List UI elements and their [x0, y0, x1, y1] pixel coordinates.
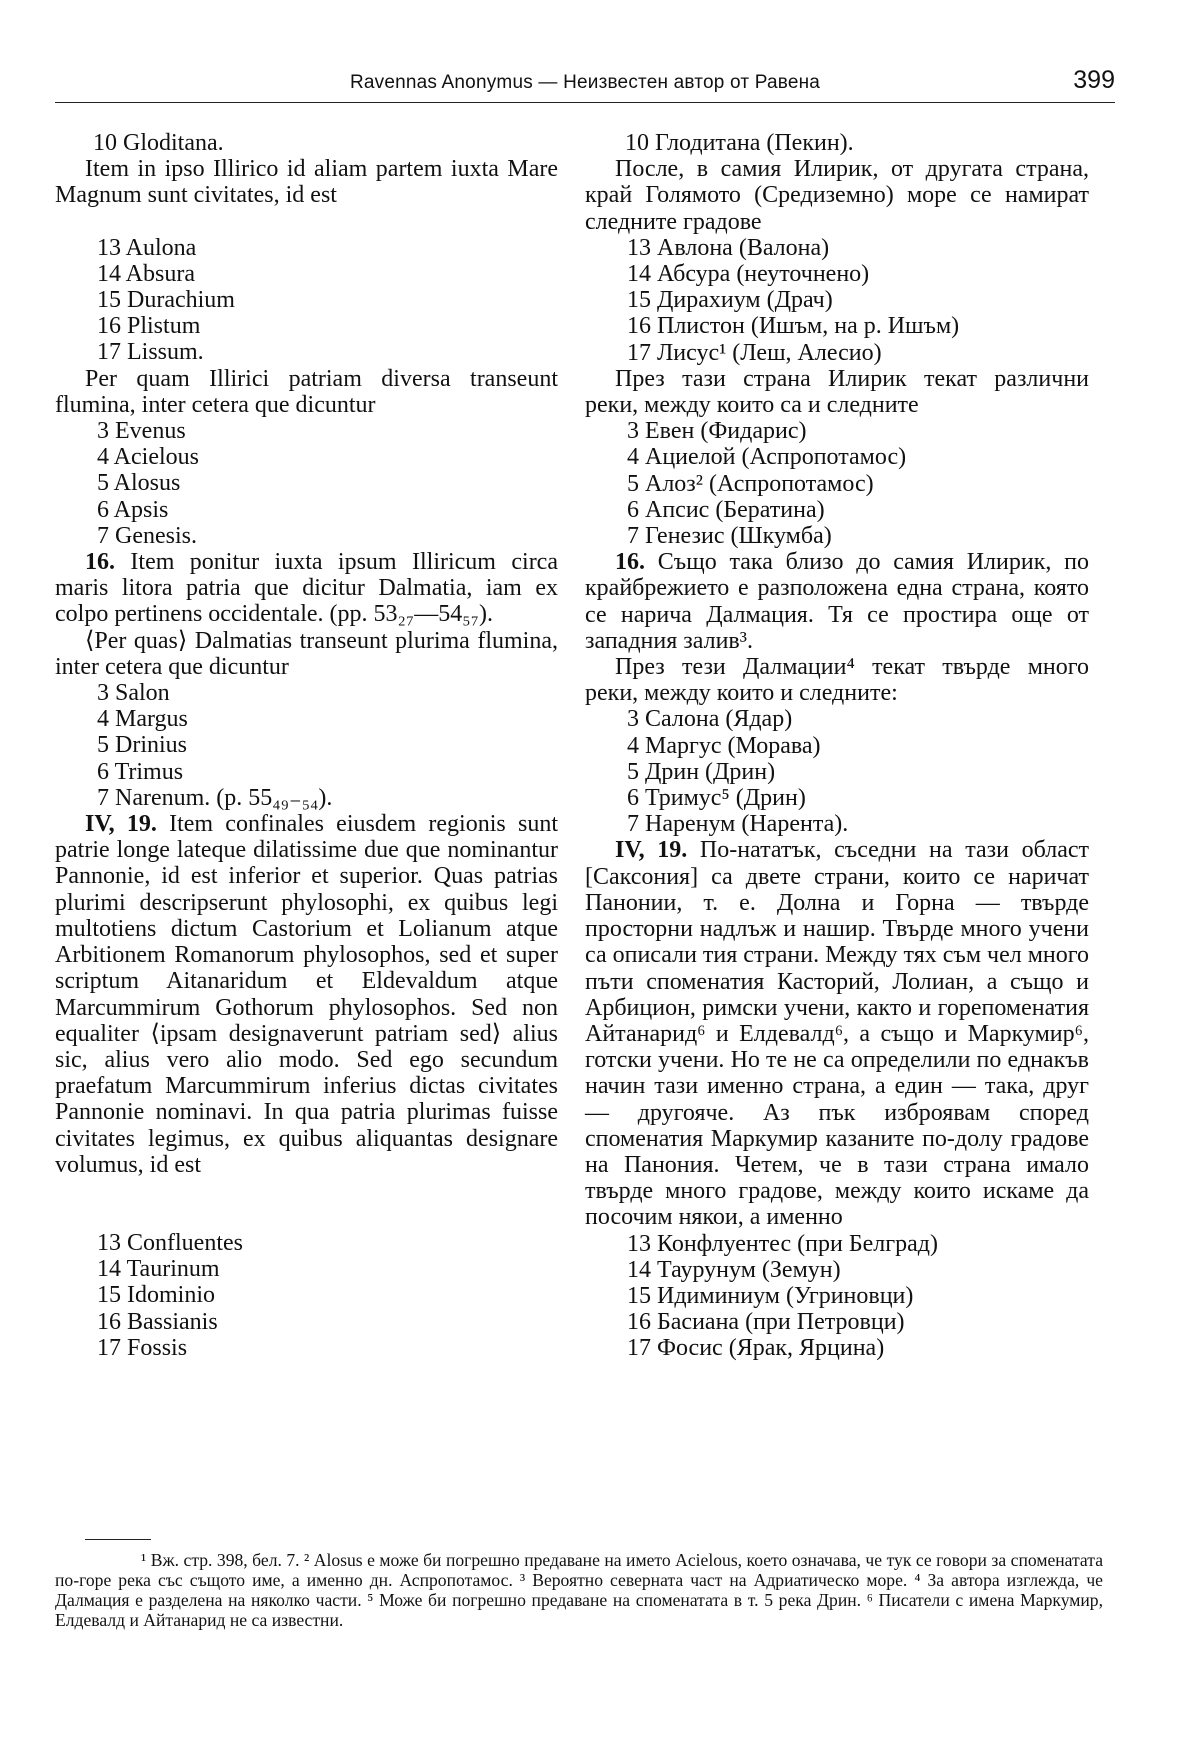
- city-list: [55, 1230, 558, 1361]
- city-list: [585, 235, 1089, 366]
- list-item: 7 Genesis.: [97, 522, 197, 549]
- list-item: 7 Narenum. (p. 55₄₉₋₅₄).: [97, 784, 333, 811]
- list-item: 7 Генезис (Шкумба): [627, 523, 832, 550]
- list-item: 14 Taurinum: [97, 1256, 220, 1283]
- paragraph: [55, 549, 558, 628]
- list-item: 17 Fossis: [97, 1334, 188, 1361]
- paragraph-text: По-нататък, съседни на тази област [Саксония] са двете страни, които се наричат Панонии, т. е. Долна и Горна — твърде просторни надлъж и нашир. Твърде много учени са описали тия страни. Между тях съм чел много пъти споменатия Касторий, Лолиан, а също и Арбицион, римски учени, както и горепоменатия Айтанарид⁶ и Елдевалд⁶, а също и Маркумир⁶, готски учени. Но те не са определили по еднакъв начин тази именно страна, а един — така, друг — другояче. Аз пък изброявам според споменатия Маркумир казаните по-долу градове на Панония. Четем, че в тази страна имало твърде много градове, между които искаме да посочим някои, а именно: [585, 837, 1090, 1231]
- list-item: 5 Drinius: [97, 732, 187, 759]
- river-list: [55, 418, 558, 549]
- paragraph-text: Item ponitur iuxta ipsum Illiricum circa maris litora patria que dicitur Dalmatia, iam ex colpo pertinens occidentale. (pp. 53₂₇—54₅₇).: [55, 549, 558, 628]
- list-item: 6 Апсис (Бератина): [627, 496, 825, 523]
- header-rule: [55, 102, 1115, 103]
- list-item: 3 Salon: [97, 680, 170, 707]
- list-item: 6 Тримус⁵ (Дрин): [627, 785, 806, 812]
- section-number: IV, 19.: [85, 811, 157, 838]
- list-item: 13 Конфлуентес (при Белград): [627, 1230, 938, 1257]
- footnotes: [55, 1539, 1103, 1630]
- list-item: 16 Плистон (Ишъм, на р. Ишъм): [627, 313, 960, 340]
- paragraph-text: Item confinales eiusdem regionis sunt patrie longe lateque dilatissime due que nominantur Pannonie, id est inferior et superior. Quas patrias plurimi descripserunt phylosophi, ex quibus legi multotiens dictum Castorium et Lolianum atque Arbitionem Romanorum phylosophos, sed et super scriptum Aitanaridum et Eldevaldum atque Marcummirum Gothorum phylosophos. Sed non equaliter ⟨ipsam designaverunt patriam sed⟩ alius sic, alius vero alio modo. Sed ego secundum praefatum Marcummirum inferius dictas civitates Pannonie nominavi. In qua patria plurimas fuisse civitates legimus, ex quibus aliquantas designare volumus, id est: [55, 811, 558, 1178]
- paragraph: [585, 837, 1089, 1230]
- section-number: 16.: [615, 549, 645, 576]
- list-item: 15 Идиминиум (Угриновци): [627, 1282, 914, 1309]
- paragraph: Per quam Illirici patriam diversa transeunt flumina, inter cetera que dicuntur: [55, 365, 558, 418]
- list-item: 6 Trimus: [97, 758, 184, 785]
- spacer: [55, 209, 558, 235]
- list-item: 4 Ациелой (Аспропотамос): [627, 444, 907, 471]
- list-item: 14 Абсура (неуточнено): [627, 261, 870, 288]
- paragraph: ⟨Per quas⟩ Dalmatias transeunt plurima flumina, inter cetera que dicuntur: [55, 627, 558, 680]
- list-item: 13 Авлона (Валона): [627, 234, 830, 261]
- list-item: 16 Bassianis: [97, 1308, 218, 1335]
- list-item: 17 Лисус¹ (Леш, Алесио): [627, 339, 882, 366]
- list-item: 4 Маргус (Морава): [627, 732, 821, 759]
- spacer: [55, 1178, 558, 1230]
- list-item: 17 Lissum.: [97, 339, 204, 366]
- river-list: [585, 706, 1089, 837]
- list-item: 13 Aulona: [97, 234, 197, 261]
- river-list: [55, 680, 558, 811]
- city-list: [585, 1231, 1089, 1362]
- river-list: [585, 418, 1089, 549]
- list-item: 16 Plistum: [97, 313, 201, 340]
- running-title: Ravennas Anonymus — Неизвестен автор от Равена: [349, 72, 821, 93]
- city-list: [55, 235, 558, 366]
- paragraph: [585, 549, 1089, 654]
- paragraph: После, в самия Илирик, от другата страна, край Голямото (Средиземно) море се намират следните градове: [585, 156, 1089, 235]
- list-item: 14 Absura: [97, 260, 195, 287]
- list-item: 4 Margus: [97, 706, 188, 733]
- paragraph-text: Също така близо до самия Илирик, по крайбрежието е разположена една страна, която се нарича Далмация. Тя се простира още от западния залив³.: [585, 549, 1089, 654]
- running-header: [55, 66, 1115, 102]
- list-item: 15 Дирахиум (Драч): [627, 287, 833, 314]
- list-item: 10 Gloditana.: [93, 130, 224, 156]
- list-item: 4 Acielous: [97, 444, 199, 471]
- footnote-rule: [85, 1539, 151, 1540]
- section-number: IV, 19.: [615, 837, 688, 864]
- list-item: 16 Басиана (при Петровци): [627, 1309, 905, 1336]
- list-item: 13 Confluentes: [97, 1229, 243, 1256]
- list-item: 3 Салона (Ядар): [627, 706, 793, 733]
- section-number: 16.: [85, 549, 115, 576]
- list-item: 17 Фосис (Ярак, Ярцина): [627, 1335, 885, 1362]
- paragraph: [55, 811, 558, 1178]
- list-item: 15 Idominio: [97, 1282, 215, 1309]
- page-number: 399: [1073, 66, 1115, 94]
- list-item: 5 Alosus: [97, 470, 181, 497]
- list-item: 5 Алоз² (Аспропотамос): [627, 470, 874, 497]
- paragraph: Item in ipso Illirico id aliam partem iuxta Mare Magnum sunt civitates, id est: [55, 156, 558, 209]
- list-item: 10 Глодитана (Пекин).: [625, 130, 854, 156]
- list-item: 15 Durachium: [97, 287, 235, 314]
- bulgarian-column: [585, 130, 1089, 1362]
- paragraph: През тези Далмации⁴ текат твърде много реки, между които и следните:: [585, 654, 1089, 707]
- list-item: 3 Evenus: [97, 418, 186, 445]
- list-item: 14 Таурунум (Земун): [627, 1256, 841, 1283]
- footnote-text: ¹ Вж. стр. 398, бел. 7. ² Alosus е може би погрешно предаване на името Acielous, което означава, че тук се говори за споменатата по-горе река със същото име, а именно дн. Аспропотамос. ³ Вероятно северната част на Адриатическо море. ⁴ За автора изглежда, че Далмация е разделена на няколко части. ⁵ Може би погрешно предаване на споменатата в т. 5 река Дрин. ⁶ Писатели с имена Маркумир, Елдевалд и Айтанарид не са известни.: [55, 1550, 1103, 1630]
- paragraph: През тази страна Илирик текат различни реки, между които са и следните: [585, 365, 1089, 419]
- list-item: 3 Евен (Фидарис): [627, 418, 807, 445]
- list-item: 6 Apsis: [97, 496, 169, 523]
- list-item: 5 Дрин (Дрин): [627, 758, 776, 785]
- list-item: 7 Наренум (Нарента).: [627, 811, 849, 838]
- latin-column: [55, 130, 558, 1361]
